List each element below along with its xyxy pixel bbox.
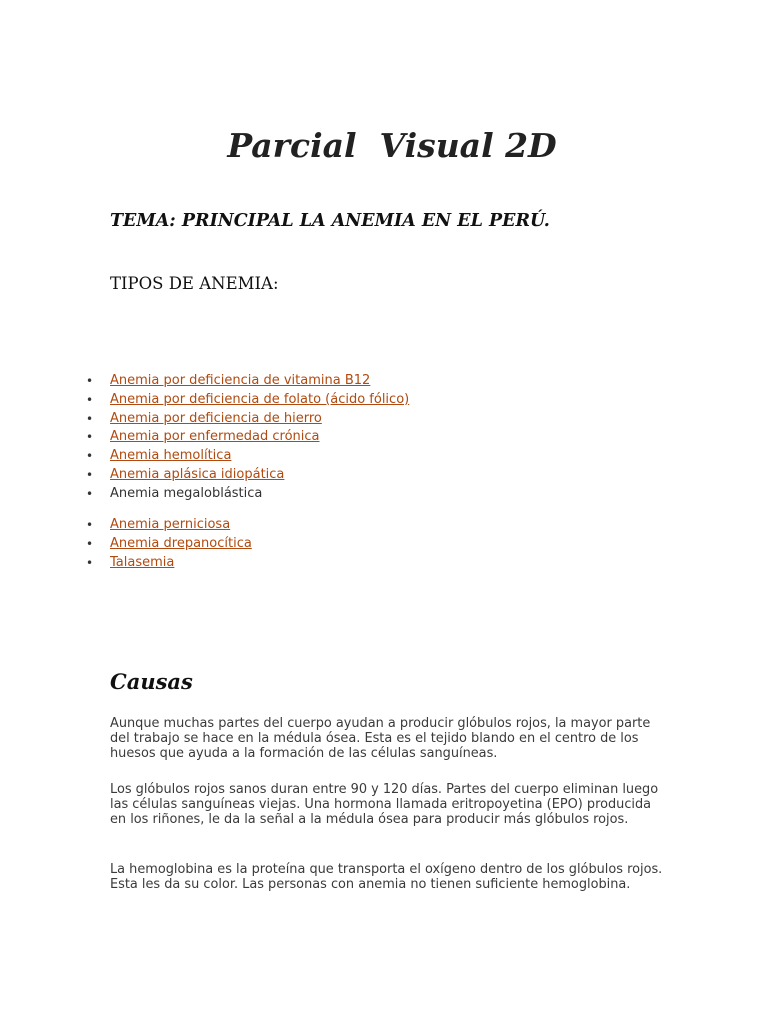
bullet-icon: •: [86, 411, 94, 426]
link-anemia-drepanocitica[interactable]: Anemia drepanocítica: [110, 535, 252, 551]
bullet-icon: •: [86, 536, 94, 551]
bullet-icon: •: [86, 486, 94, 501]
link-anemia-hemolitica[interactable]: Anemia hemolítica: [110, 448, 232, 464]
paragraph-globulos: Los glóbulos rojos sanos duran entre 90 y 120 días. Partes del cuerpo eliminan luego las células sanguíneas viejas. Una hormona llamada eritropoyetina (EPO) producida en los riñones, le da la señal a la médula ósea para producir más glóbulos rojos.: [110, 782, 659, 827]
link-anemia-aplasica[interactable]: Anemia aplásica idiopática: [110, 466, 285, 482]
list-item: [86, 554, 252, 573]
list-item: [86, 485, 409, 504]
list-item: [86, 516, 252, 535]
list-item: [86, 535, 252, 554]
link-anemia-perniciosa[interactable]: Anemia perniciosa: [110, 517, 231, 532]
link-anemia-b12[interactable]: Anemia por deficiencia de vitamina B12: [110, 373, 371, 388]
link-talasemia[interactable]: Talasemia: [110, 554, 175, 570]
tipos-heading: TIPOS DE ANEMIA:: [110, 274, 279, 293]
bullet-icon: •: [86, 449, 94, 464]
causas-heading: Causas: [110, 669, 193, 694]
list-item: [86, 466, 409, 485]
list-item: [86, 447, 409, 466]
text-anemia-megaloblastica: Anemia megaloblástica: [110, 485, 263, 501]
list-item: [86, 372, 409, 391]
bullet-icon: •: [86, 374, 94, 388]
link-anemia-cronica[interactable]: Anemia por enfermedad crónica: [110, 429, 320, 445]
paragraph-hemoglobina: La hemoglobina es la proteína que transporta el oxígeno dentro de los glóbulos rojos. Esta les da su color. Las personas con anemia no tienen suficiente hemoglobina.: [110, 862, 663, 892]
bullet-icon: •: [86, 467, 94, 482]
tema-heading: TEMA: PRINCIPAL LA ANEMIA EN EL PERÚ.: [110, 211, 550, 231]
link-anemia-hierro[interactable]: Anemia por deficiencia de hierro: [110, 410, 322, 426]
anemia-types-list-continued: [86, 516, 252, 572]
list-item: [86, 410, 409, 429]
page-title: Parcial Visual 2D: [227, 126, 557, 165]
bullet-icon: •: [86, 518, 94, 532]
paragraph-medula: Aunque muchas partes del cuerpo ayudan a producir glóbulos rojos, la mayor parte del trabajo se hace en la médula ósea. Esta es el tejido blando en el centro de los huesos que ayuda a la formación de las células sanguíneas.: [110, 716, 651, 761]
anemia-types-list: [86, 372, 410, 504]
list-item: [86, 391, 410, 410]
bullet-icon: •: [86, 430, 94, 445]
list-item: [86, 428, 409, 447]
bullet-icon: •: [86, 392, 94, 407]
link-anemia-folato[interactable]: Anemia por deficiencia de folato (ácido fólico): [110, 391, 410, 407]
bullet-icon: •: [86, 555, 94, 570]
